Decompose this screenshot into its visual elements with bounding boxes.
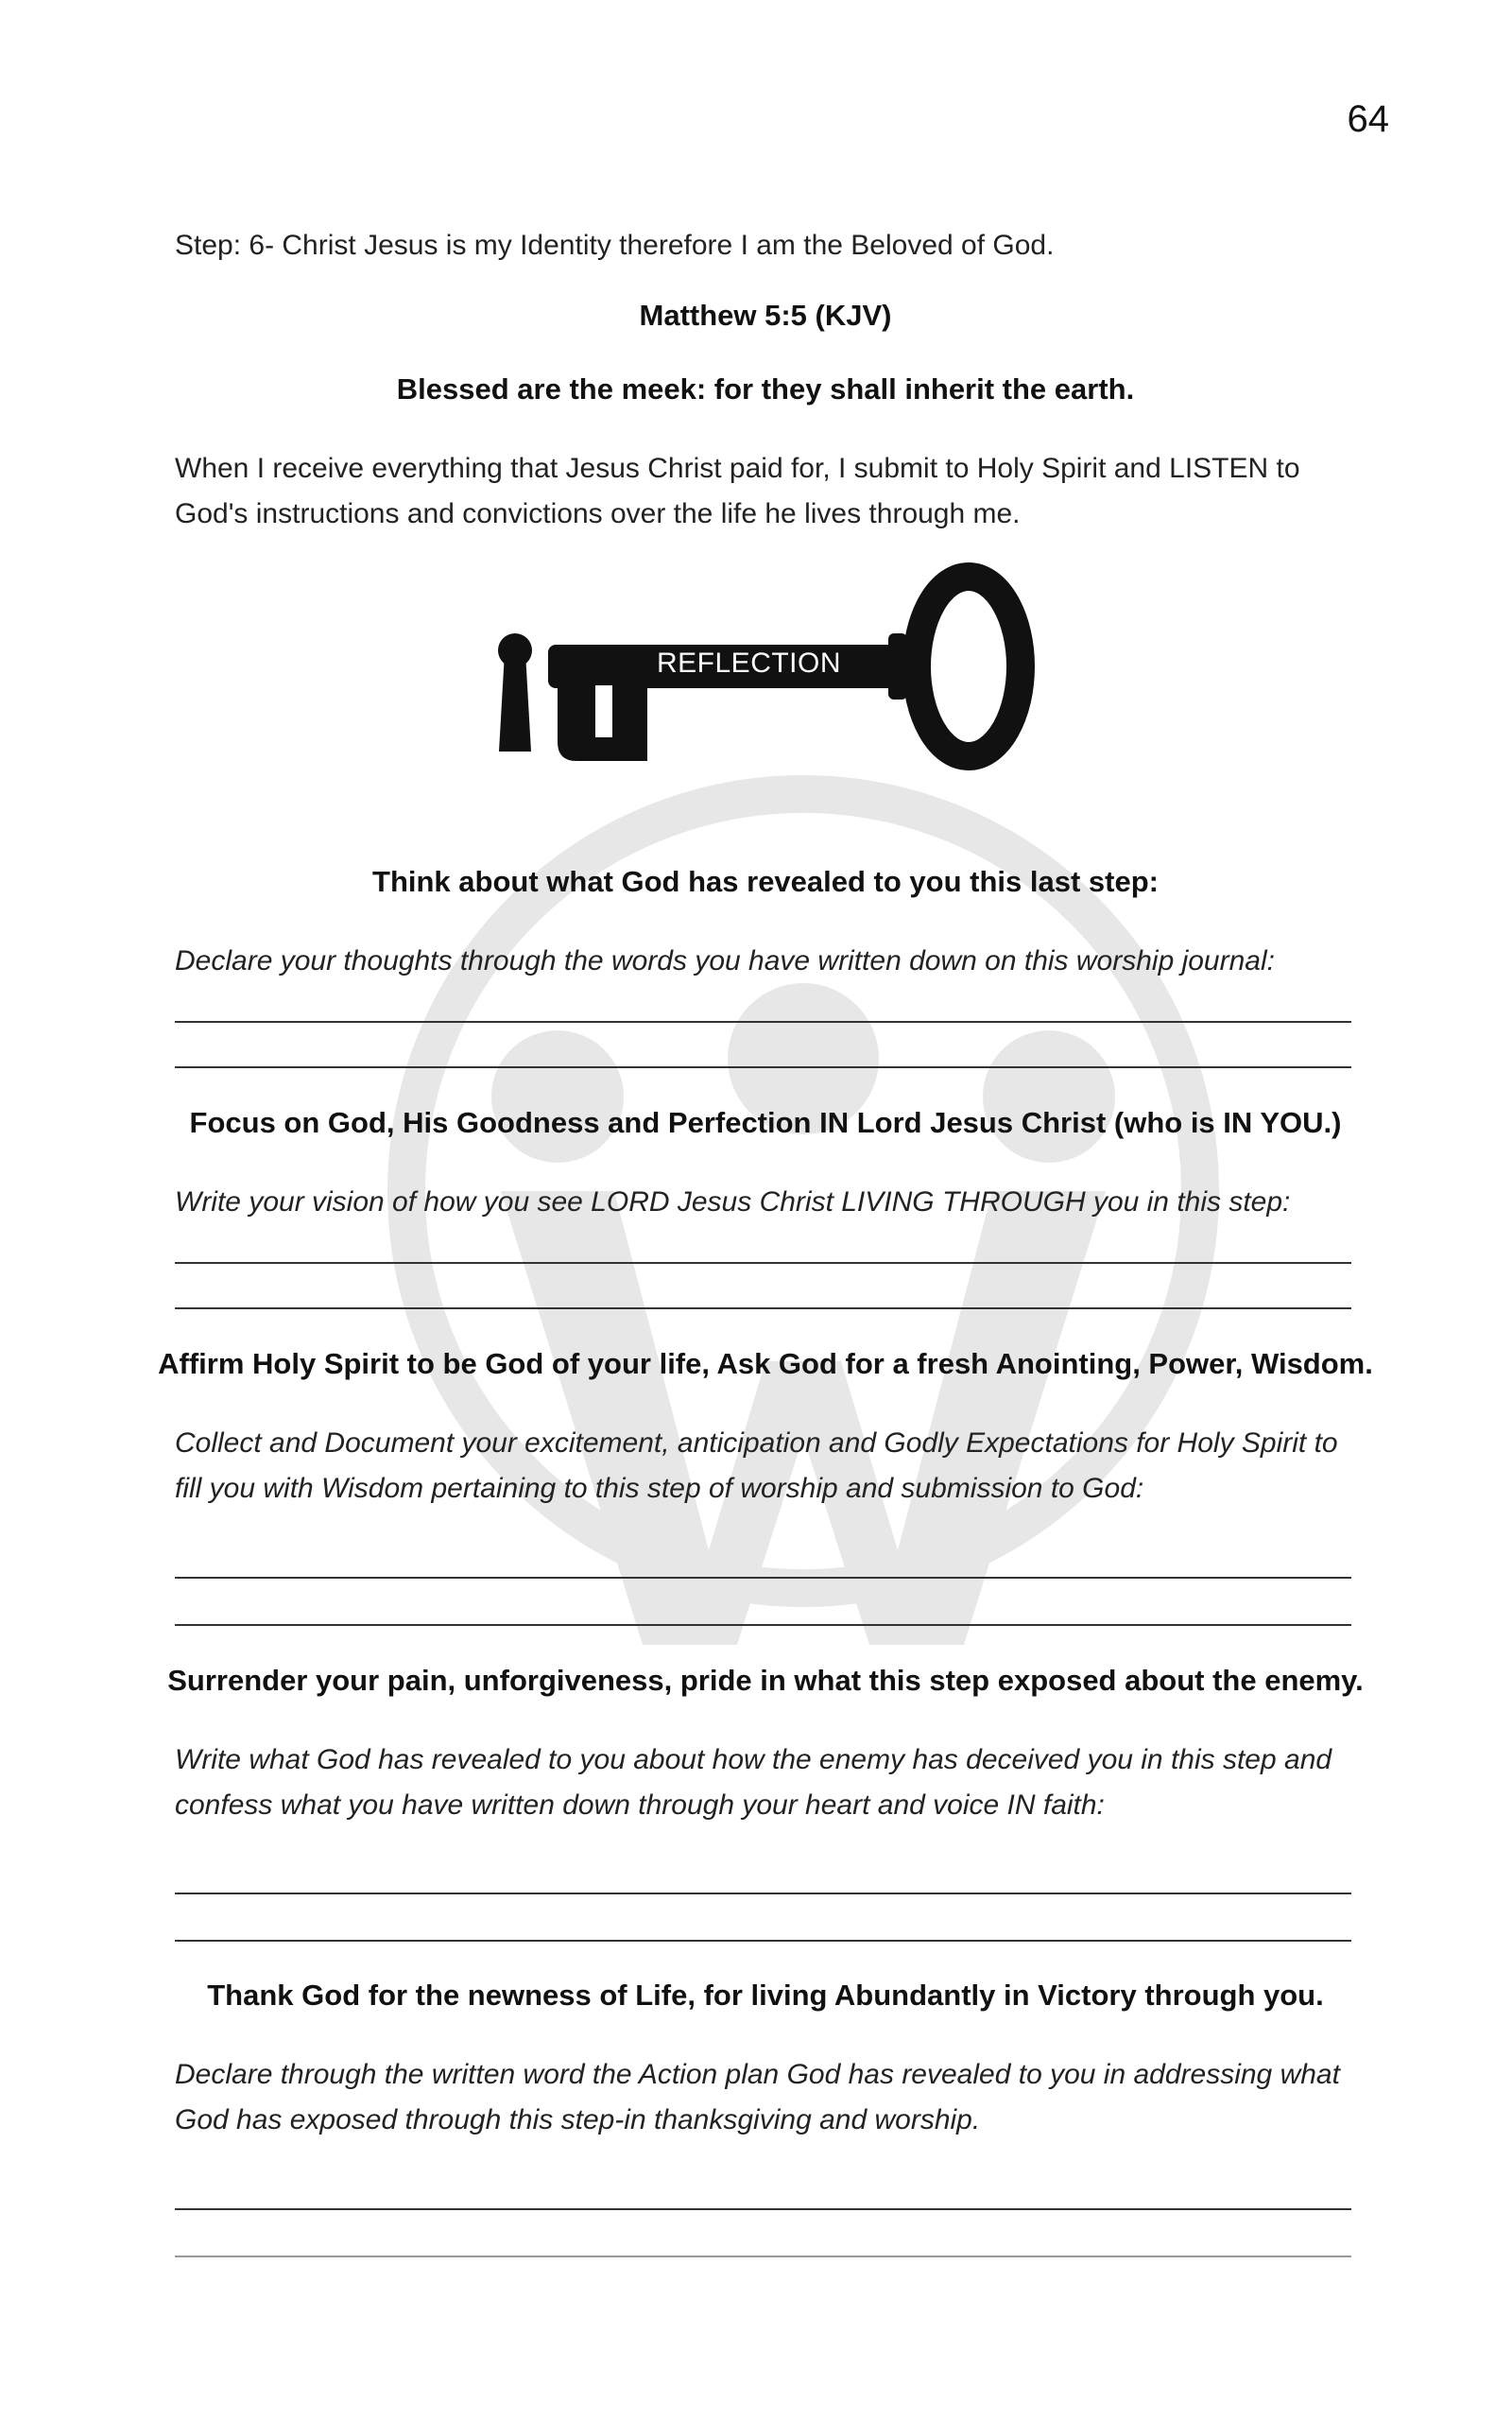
write-line	[175, 1893, 1351, 1894]
section-3-heading: Affirm Holy Spirit to be God of your life, Ask God for a fresh Anointing, Power, Wisdom.	[158, 1347, 1373, 1380]
section-2-heading: Focus on God, His Goodness and Perfection IN Lord Jesus Christ (who is IN YOU.)	[189, 1106, 1342, 1139]
write-line	[175, 1940, 1351, 1942]
scripture-reference: Matthew 5:5 (KJV)	[639, 299, 892, 332]
section-5-prompt: Declare through the written word the Action plan God has revealed to you in addressing what God has exposed through this step-in thanksgiving and worship.	[175, 2059, 1340, 2135]
section-1-prompt: Declare your thoughts through the words you have written down on this worship journal:	[175, 945, 1275, 977]
write-line	[175, 1624, 1351, 1626]
section-4-heading: Surrender your pain, unforgiveness, pride in what this step exposed about the enemy.	[167, 1664, 1364, 1697]
scripture-text: Blessed are the meek: for they shall inherit the earth.	[396, 372, 1135, 406]
write-line	[175, 1262, 1351, 1264]
intro-paragraph: When I receive everything that Jesus Christ paid for, I submit to Holy Spirit and LISTEN to God's instructions and convictions over the life he lives through me.	[175, 453, 1300, 529]
section-4-prompt: Write what God has revealed to you about how the enemy has deceived you in this step and confess what you have written down through your heart and voice IN faith:	[175, 1744, 1332, 1821]
page-number: 64	[1347, 98, 1389, 140]
step-heading: Step: 6- Christ Jesus is my Identity therefore I am the Beloved of God.	[175, 230, 1055, 261]
section-2-prompt: Write your vision of how you see LORD Jesus Christ LIVING THROUGH you in this step:	[175, 1186, 1291, 1218]
key-label: REFLECTION	[657, 648, 842, 679]
write-line	[175, 1021, 1351, 1023]
write-line	[175, 2256, 1351, 2257]
reflection-key-graphic	[491, 558, 1040, 775]
section-3-prompt: Collect and Document your excitement, anticipation and Godly Expectations for Holy Spirit to fill you with Wisdom pertaining to this step of worship and submission to God:	[175, 1427, 1338, 1504]
write-line	[175, 2208, 1351, 2210]
write-line	[175, 1307, 1351, 1309]
write-line	[175, 1577, 1351, 1579]
write-line	[175, 1066, 1351, 1068]
section-5-heading: Thank God for the newness of Life, for living Abundantly in Victory through you.	[207, 1979, 1324, 2012]
section-1-heading: Think about what God has revealed to you this last step:	[372, 865, 1159, 898]
